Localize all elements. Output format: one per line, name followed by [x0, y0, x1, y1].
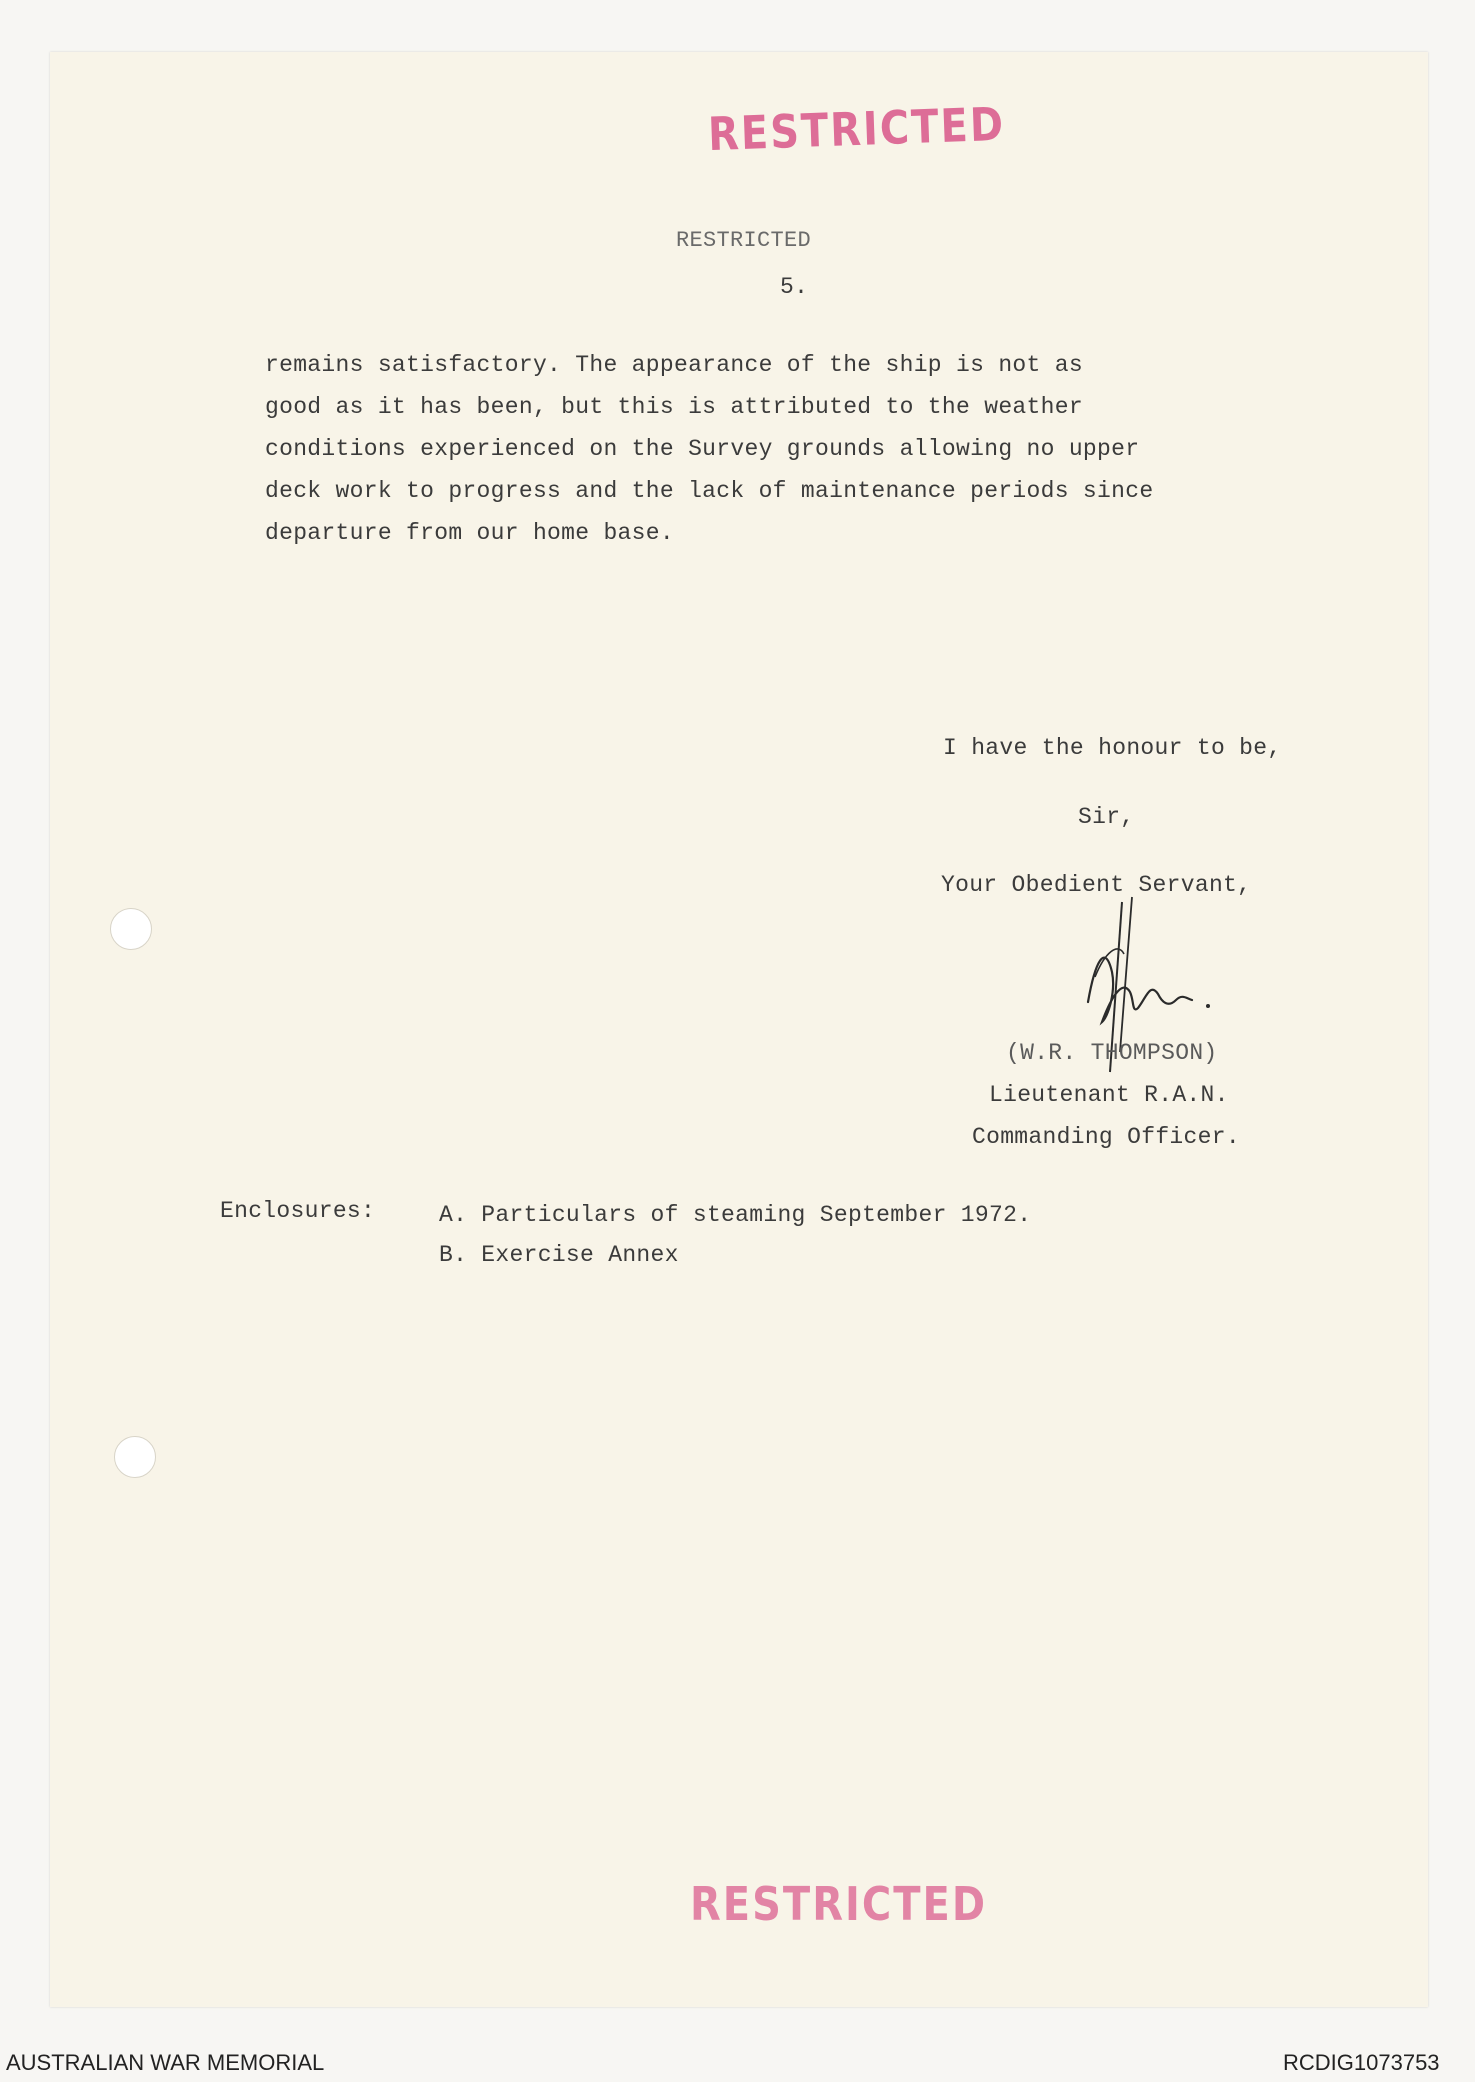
- enclosure-item: B. Exercise Annex: [439, 1242, 679, 1268]
- body-line: departure from our home base.: [265, 520, 674, 546]
- closing-honour-line: I have the honour to be,: [943, 735, 1282, 761]
- punch-hole: [110, 908, 152, 950]
- signatory-name: (W.R. THOMPSON): [1006, 1040, 1218, 1066]
- footer-archive-name: AUSTRALIAN WAR MEMORIAL: [6, 2050, 325, 2075]
- restricted-stamp-bottom: RESTRICTED: [690, 1878, 988, 1932]
- header-classification: RESTRICTED: [676, 228, 812, 253]
- enclosure-item: A. Particulars of steaming September 1972.: [439, 1202, 1032, 1228]
- enclosures-label: Enclosures:: [220, 1198, 376, 1224]
- body-line: good as it has been, but this is attributed to the weather: [265, 394, 1083, 420]
- signatory-role: Commanding Officer.: [972, 1124, 1240, 1150]
- body-line: deck work to progress and the lack of maintenance periods since: [265, 478, 1154, 504]
- footer-record-id: RCDIG1073753: [1283, 2050, 1440, 2075]
- body-line: conditions experienced on the Survey grounds allowing no upper: [265, 436, 1140, 462]
- punch-hole: [114, 1436, 156, 1478]
- signatory-rank: Lieutenant R.A.N.: [989, 1082, 1229, 1108]
- closing-salutation: Sir,: [1078, 804, 1135, 830]
- closing-servant-line: Your Obedient Servant,: [941, 872, 1252, 898]
- body-line: remains satisfactory. The appearance of the ship is not as: [265, 352, 1083, 378]
- restricted-stamp-top: RESTRICTED: [707, 98, 1006, 162]
- page-number: 5.: [780, 274, 809, 300]
- document-page: [50, 52, 1428, 2007]
